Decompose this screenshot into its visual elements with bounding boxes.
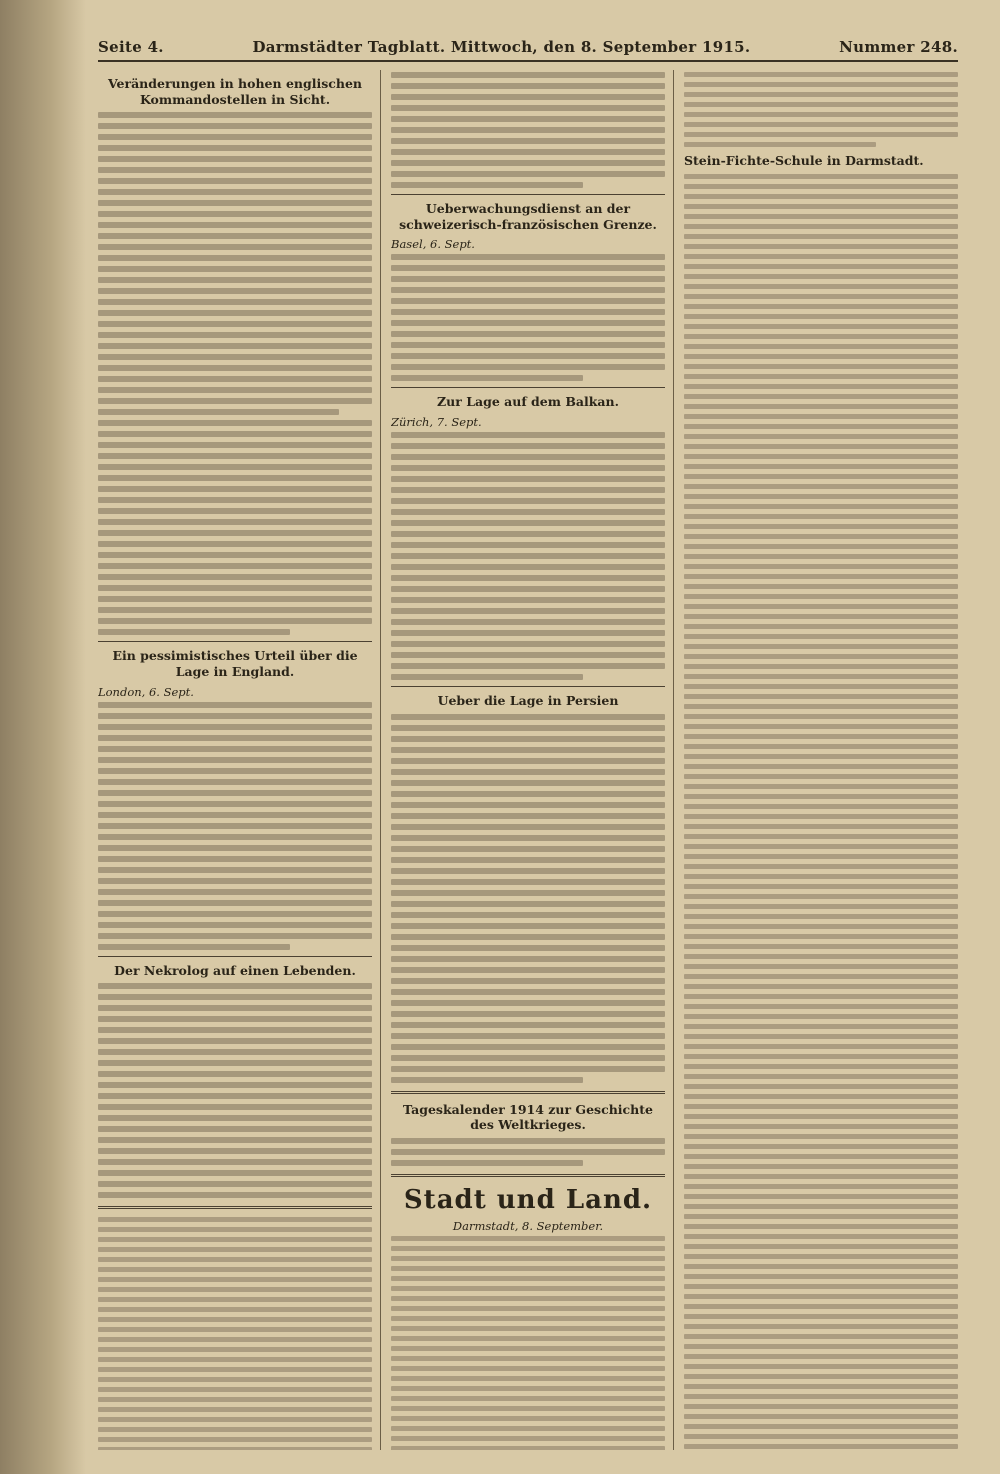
article-body-small (98, 1217, 372, 1450)
article-body (98, 702, 372, 950)
headline-persia: Ueber die Lage in Persien (437, 692, 619, 708)
page-number: Seite 4. (98, 38, 164, 56)
article-body (391, 432, 665, 680)
columns (98, 70, 958, 1450)
column-2 (391, 70, 674, 1450)
article-body (391, 1138, 665, 1166)
headline-balkan: Zur Lage auf dem Balkan. (437, 394, 619, 410)
headline-stein-fichte-schule: Stein-Fichte-Schule in Darmstadt. (684, 153, 924, 168)
section-title-stadt-und-land: Stadt und Land. (403, 1184, 653, 1215)
headline-pessimistic: Ein pessimistisches Urteil über die Lage in England. (112, 648, 358, 679)
article-body-small (391, 1236, 665, 1450)
column-3 (684, 70, 958, 1450)
dateline: Basel, 6. Sept. (391, 237, 475, 252)
dateline: Darmstadt, 8. September. (452, 1218, 604, 1233)
dateline: London, 6. Sept. (98, 684, 194, 699)
headline-commands: Veränderungen in hohen englischen Kommandostellen in Sicht. (107, 76, 363, 107)
dateline: Zürich, 7. Sept. (391, 414, 482, 429)
article-body (391, 714, 665, 1083)
article-body (391, 254, 665, 381)
column-1 (98, 70, 381, 1450)
headline-surveillance: Ueberwachungsdienst an der schweizerisch-französischen Grenze. (399, 201, 657, 232)
article-body (391, 72, 665, 188)
headline-necrology: Der Nekrolog auf einen Lebenden. (114, 962, 356, 978)
article-body-small (684, 72, 958, 147)
newspaper-title: Darmstädter Tagblatt. Mittwoch, den 8. September 1915. (252, 38, 751, 56)
masthead (98, 38, 958, 62)
headline-calendar: Tageskalender 1914 zur Geschichte des Weltkrieges. (403, 1101, 653, 1133)
article-body (98, 983, 372, 1198)
article-body (98, 112, 372, 635)
issue-number: Nummer 248. (839, 38, 958, 56)
article-body-small (684, 174, 958, 1450)
